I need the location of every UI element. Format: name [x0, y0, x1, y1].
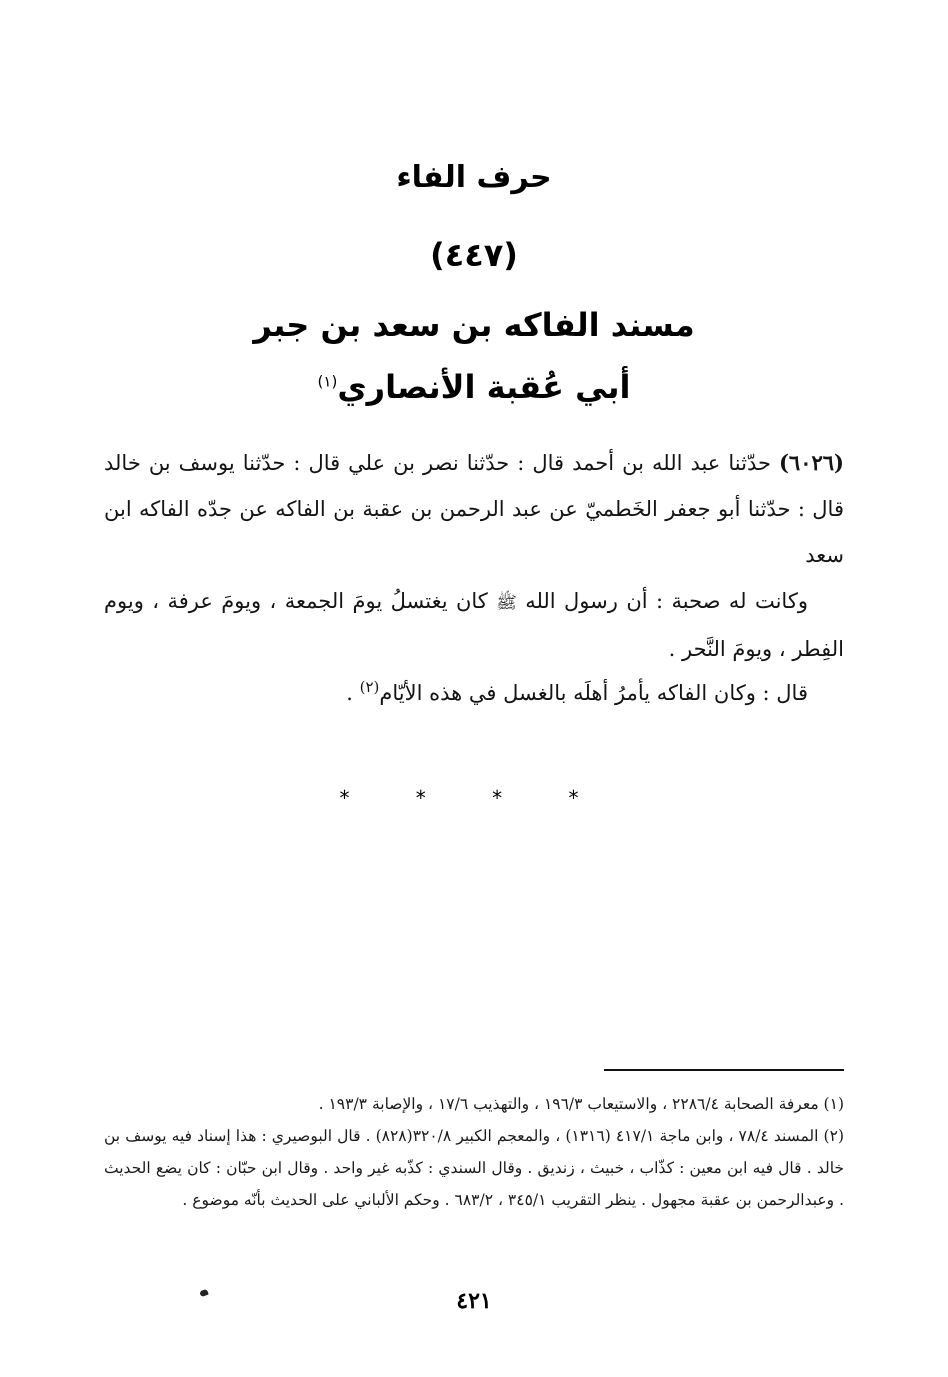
companion-name-heading — [0, 368, 948, 406]
footnote-2: (٢) المسند ٧٨/٤ ، وابن ماجة ٤١٧/١ (١٣١٦) ، والمعجم الكبير ٣٢٠/٨(٨٢٨) . قال البوصيري : هذا إسناد فيه يوسف بن خالد . قال فيه ابن معين : كذّاب ، خبيث ، زنديق . وقال السندي : كذّبه غير واحد . وقال ابن حبّان : كان يضع الحديث . وعبدالرحمن بن عقبة مجهول . ينظر التقريب ٣٤٥/١ ، ٦٨٣/٢ . وحكم الألباني على الحديث بأنّه موضوع . — [104, 1127, 844, 1209]
footnote-divider — [604, 1069, 844, 1071]
hadith-isnad-paragraph — [104, 440, 844, 578]
hadith-closing-paragraph — [104, 670, 844, 716]
footnote-ref-2[interactable]: (٢) — [359, 678, 380, 696]
section-number: (٤٤٧) — [430, 236, 518, 274]
page-number: ٤٢١ — [456, 1288, 492, 1314]
hadith-number: (٦٠٢٦) — [778, 450, 844, 475]
section-separator: * * * * — [339, 786, 609, 810]
chapter-title: حرف الفاء — [396, 160, 552, 195]
footnote-ref-1[interactable]: (١) — [317, 372, 338, 391]
companion-name: أبي عُقبة الأنصاري — [337, 368, 631, 406]
hadith-matn-paragraph — [104, 578, 844, 672]
hadith-matn-before: وكانت له صحبة : أن رسول الله — [525, 589, 808, 613]
hadith-matn-after: كان يغتسلُ يومَ الجمعة ، ويومَ عرفة ، ويوم الفِطر ، ويومَ النَّحر . — [104, 589, 844, 661]
salutation-glyph: ﷺ — [496, 593, 517, 613]
footnotes — [104, 1088, 844, 1216]
musnad-title: مسند الفاكه بن سعد بن جبر — [253, 306, 695, 344]
hadith-isnad: حدّثنا عبد الله بن أحمد قال : حدّثنا نصر بن علي قال : حدّثنا يوسف بن خالد قال : حدّثنا أبو جعفر الخَطميّ عن عبد الرحمن بن عقبة بن الفاكه عن جدّه الفاكه ابن سعد — [104, 451, 844, 567]
hadith-closing-end: . — [346, 681, 360, 705]
hadith-closing-text: قال : وكان الفاكه يأمرُ أهلَه بالغسل في هذه الأيّام — [379, 681, 808, 705]
footnote-1: (١) معرفة الصحابة ٢٢٨٦/٤ ، والاستيعاب ١٩٦/٣ ، والتهذيب ١٧/٦ ، والإصابة ١٩٣/٣ . — [318, 1095, 844, 1113]
